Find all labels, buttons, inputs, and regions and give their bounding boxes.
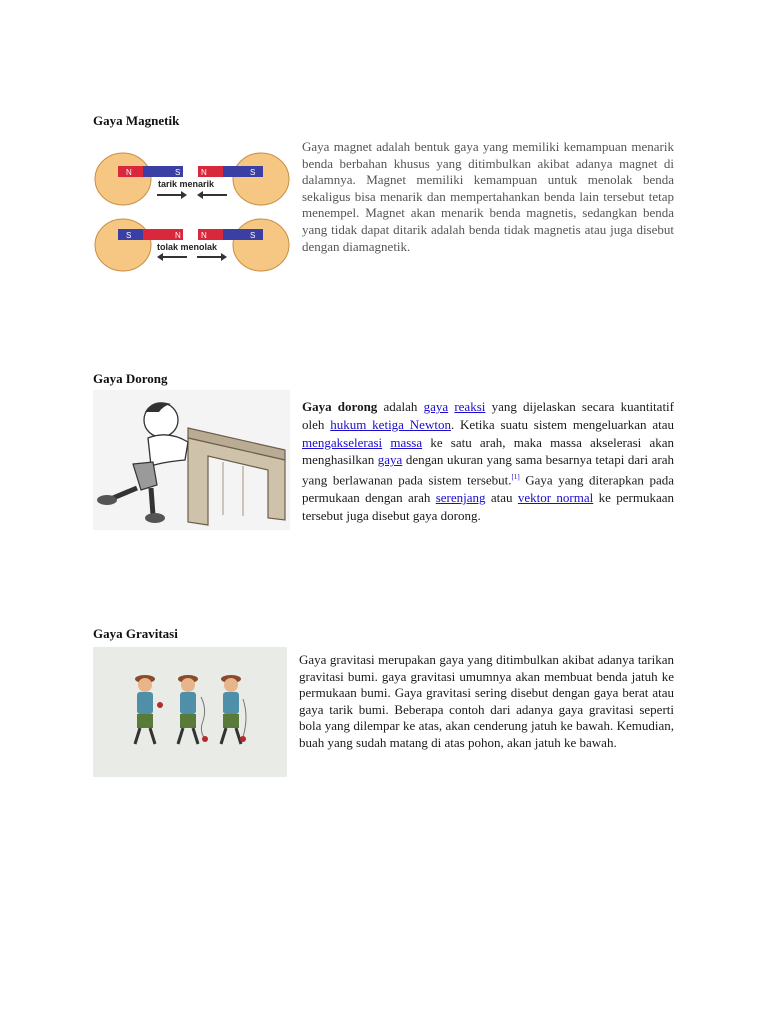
- label-n-2: N: [201, 168, 207, 177]
- heading-gaya-magnetik: Gaya Magnetik: [93, 113, 180, 128]
- label-n-4: N: [201, 231, 207, 240]
- label-n-1: N: [126, 168, 132, 177]
- push-illustration: [93, 390, 290, 530]
- reference-1[interactable]: [1]: [511, 473, 520, 482]
- hand-right-top: [233, 153, 289, 205]
- magnet-top-right-s: [223, 166, 263, 177]
- label-s-3: S: [126, 231, 132, 240]
- magnet-bottom-right-s: [223, 229, 263, 240]
- label-n-3: N: [175, 231, 181, 240]
- paragraph-gaya-gravitasi: Gaya gravitasi merupakan gaya yang ditimbulkan akibat adanya tarikan gravitasi bumi. gaya gravitasi umumnya akan membuat benda jatuh ke permukaan bumi. Gaya gravitasi sering disebut dengan gaya berat atau gaya tarik bumi. Beberapa contoh dari adanya gaya gravitasi seperti bola yang dilempar ke atas, akan cenderung jatuh ke bawah. Kemudian, buah yang sudah matang di atas pohon, akan jatuh ke bawah.: [299, 652, 674, 750]
- label-tarik-menarik: tarik menarik: [158, 179, 215, 189]
- paragraph-gaya-magnetik: Gaya magnet adalah bentuk gaya yang memiliki kemampuan menarik benda berbahan khusus yang ditimbulkan akibat adanya magnet di dalamnya. Magnet memiliki kemampuan untuk menolak benda sekaligus bisa menarik dan mempertahankan benda lain tersebut tetap menempel. Magnet akan menarik benda magnetis, sedangkan benda yang tidak dapat ditarik adalah benda tidak magnetis atau juga disebut dengan diamagnetik.: [302, 139, 674, 254]
- hand-left-bottom: [95, 219, 151, 271]
- hand-right-bottom: [233, 219, 289, 271]
- label-s-1: S: [175, 168, 181, 177]
- bold-term-gaya-dorong: Gaya dorong: [302, 399, 378, 414]
- paragraph-gaya-dorong: Gaya dorong adalah gaya reaksi yang dijelaskan secara kuantitatif oleh hukum ketiga Newton. Ketika suatu sistem mengeluarkan atau mengakselerasi massa ke satu arah, maka massa akselerasi akan menghasilkan gaya dengan ukuran yang sama besarnya tetapi dari arah yang berlawanan pada sistem tersebut.[1] Gaya yang diterapkan pada permukaan dengan arah serenjang atau vektor normal ke permukaan tersebut juga disebut gaya dorong.: [302, 399, 675, 524]
- link-massa[interactable]: massa: [390, 434, 423, 450]
- label-tolak-menolak: tolak menolak: [157, 242, 218, 252]
- link-hukum-ketiga-newton[interactable]: hukum ketiga Newton: [330, 416, 451, 432]
- gravity-illustration: [93, 647, 287, 777]
- heading-gaya-dorong: Gaya Dorong: [93, 371, 168, 386]
- link-reaksi[interactable]: reaksi: [454, 399, 486, 414]
- link-gaya[interactable]: gaya: [423, 399, 449, 414]
- magnet-illustration: [93, 145, 291, 277]
- link-mengakselerasi[interactable]: mengakselerasi: [302, 434, 383, 450]
- label-s-4: S: [250, 231, 256, 240]
- link-serenjang[interactable]: serenjang: [435, 490, 486, 506]
- label-s-2: S: [250, 168, 256, 177]
- link-gaya-2[interactable]: gaya: [377, 452, 403, 468]
- hand-left-top: [95, 153, 151, 205]
- heading-gaya-gravitasi: Gaya Gravitasi: [93, 626, 178, 641]
- link-vektor-normal[interactable]: vektor normal: [517, 490, 594, 506]
